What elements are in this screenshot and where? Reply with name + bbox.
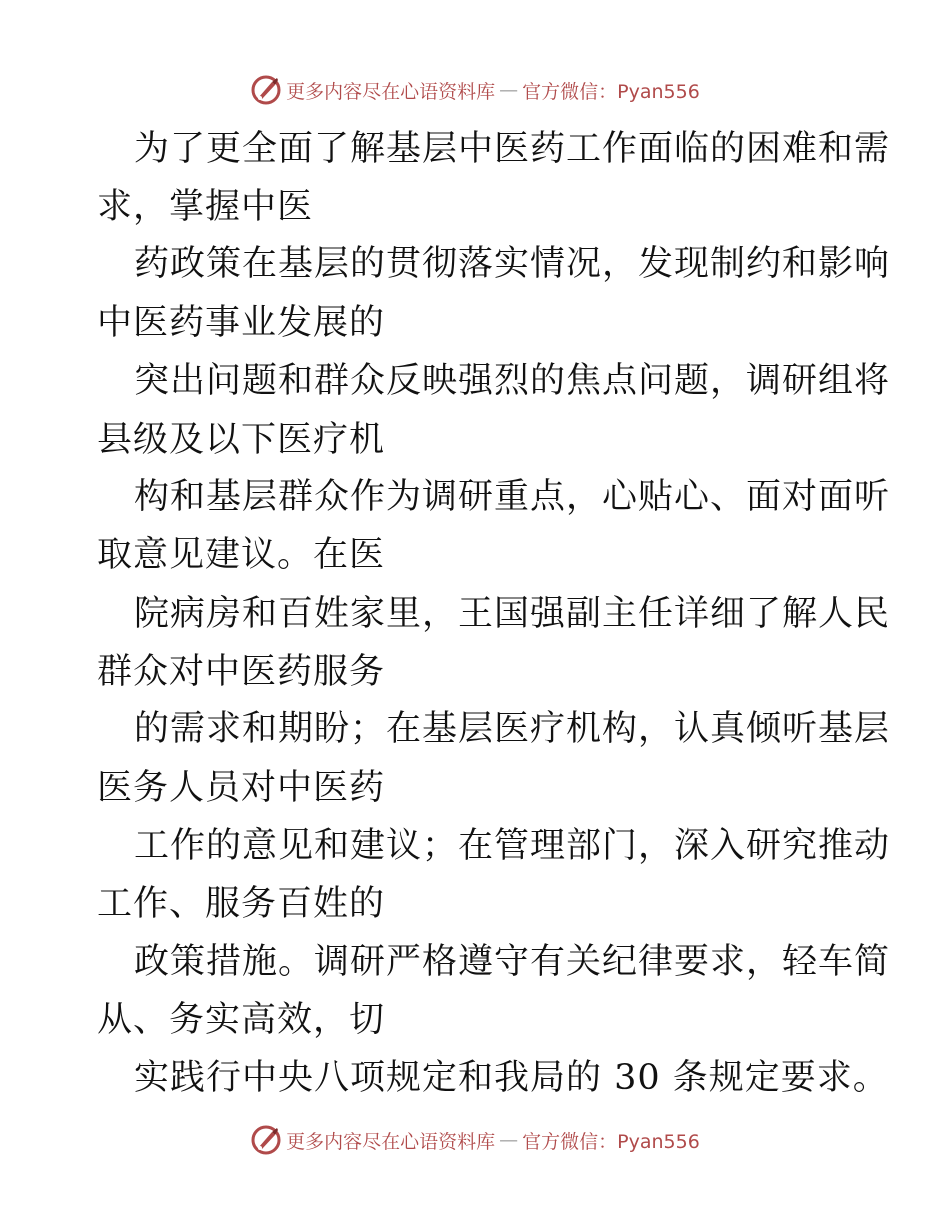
paragraph-line: 工作的意见和建议；在管理部门，深入研究推动: [134, 826, 891, 866]
paragraph-line: 突出问题和群众反映强烈的焦点问题，调研组将: [134, 361, 891, 401]
paragraph-line: 取意见建议。在医: [97, 535, 386, 575]
paragraph-line: 为了更全面了解基层中医药工作面临的困难和需: [134, 129, 891, 169]
quill-pen-logo-icon: [250, 1124, 282, 1156]
paragraph-line: 中医药事业发展的: [97, 303, 386, 343]
paragraph-line: 求，掌握中医: [97, 187, 314, 227]
banner-wechat-text: 官方微信：Pyan556: [522, 1130, 700, 1153]
paragraph-line: 从、务实高效，切: [97, 1000, 386, 1040]
quill-pen-logo-icon: [250, 74, 282, 106]
paragraph-line: 工作、服务百姓的: [97, 884, 386, 924]
banner-wechat-text: 官方微信：Pyan556: [522, 80, 700, 103]
paragraph-line: 群众对中医药服务: [97, 652, 386, 692]
banner-library-text: 更多内容尽在心语资料库: [286, 1130, 496, 1153]
paragraph-line: 的需求和期盼；在基层医疗机构，认真倾听基层: [134, 709, 891, 749]
header-banner: [0, 70, 950, 110]
paragraph-line: 县级及以下医疗机: [97, 420, 386, 460]
paragraph-line: 构和基层群众作为调研重点，心贴心、面对面听: [134, 477, 891, 517]
paragraph-line: 药政策在基层的贯彻落实情况，发现制约和影响: [134, 244, 891, 284]
banner-library-text: 更多内容尽在心语资料库: [286, 80, 496, 103]
banner-dash: —: [499, 1129, 519, 1151]
paragraph-line: 政策措施。调研严格遵守有关纪律要求，轻车简: [134, 942, 891, 982]
banner-dash: —: [499, 79, 519, 101]
footer-banner: [0, 1120, 950, 1160]
paragraph-line: 医务人员对中医药: [97, 768, 386, 808]
paragraph-line: 院病房和百姓家里，王国强副主任详细了解人民: [134, 594, 891, 634]
paragraph-line: 实践行中央八项规定和我局的 30 条规定要求。: [134, 1058, 889, 1098]
